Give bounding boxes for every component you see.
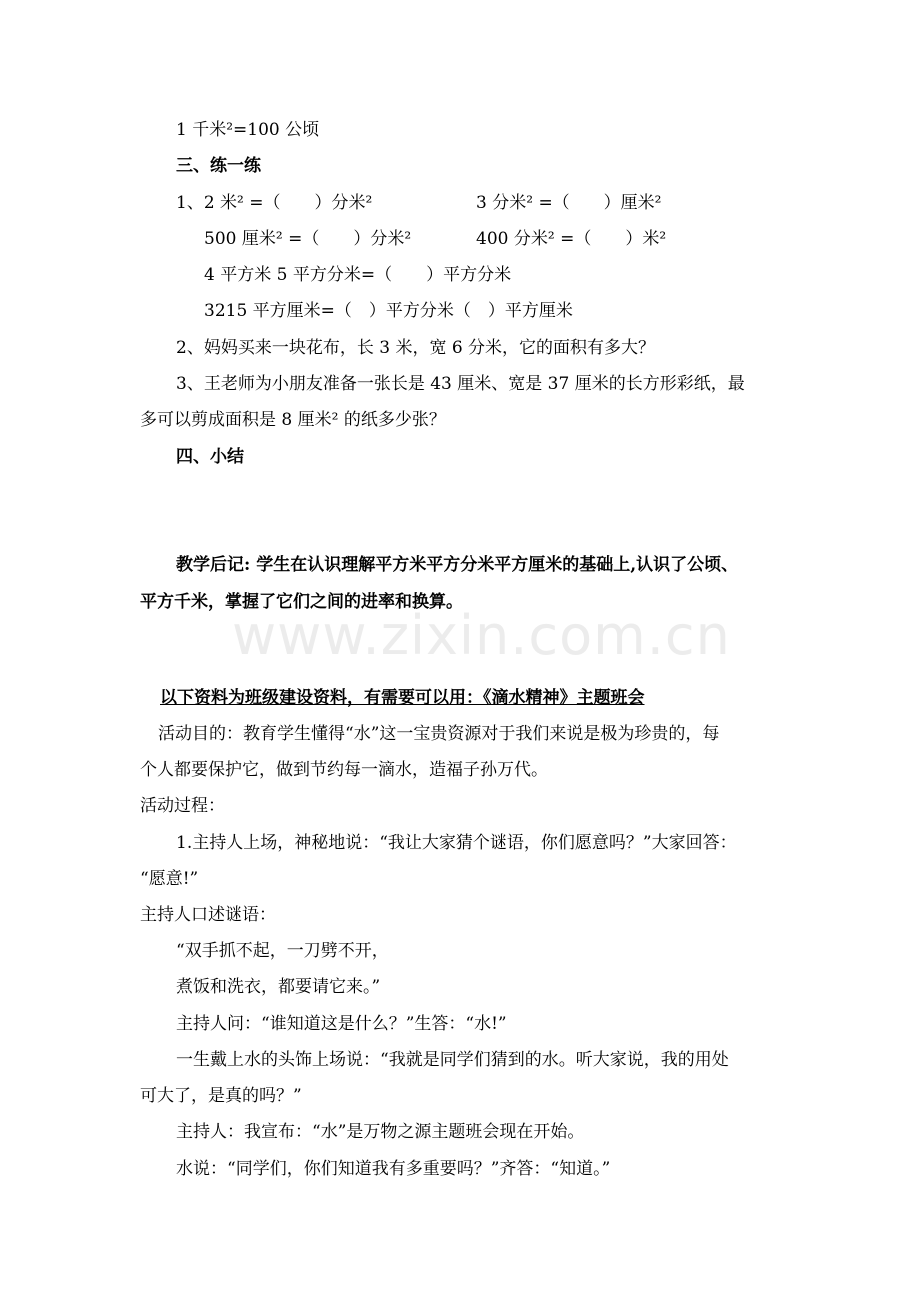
process-label: 活动过程： bbox=[140, 796, 225, 816]
riddle-intro: 主持人口述谜语： bbox=[140, 905, 276, 925]
exercise3-line1: 3、王老师为小朋友准备一张长是 43 厘米、宽是 37 厘米的长方形彩纸，最 bbox=[176, 374, 745, 394]
water-says: 水说：“同学们，你们知道我有多重要吗？”齐答：“知道。” bbox=[176, 1159, 611, 1179]
exercise1-item-b-left: 500 厘米² =（ ）分米² bbox=[204, 229, 412, 249]
riddle-line1: “双手抓不起，一刀劈不开， bbox=[176, 941, 389, 961]
purpose-line1: 活动目的：教育学生懂得“水”这一宝贵资源对于我们来说是极为珍贵的，每 bbox=[158, 724, 720, 744]
riddle-line2: 煮饭和洗衣，都要请它来。” bbox=[176, 977, 381, 997]
student-line2: 可大了，是真的吗？” bbox=[140, 1086, 302, 1106]
process-p1-line1: 1.主持人上场，神秘地说：“我让大家猜个谜语，你们愿意吗？”大家回答： bbox=[176, 833, 737, 853]
class-meeting-title: 以下资料为班级建设资料，有需要可以用：《滴水精神》主题班会 bbox=[160, 688, 645, 708]
afterword-line2: 平方千米，掌握了它们之间的进率和换算。 bbox=[140, 592, 463, 612]
afterword-line1: 教学后记: 学生在认识理解平方米平方分米平方厘米的基础上,认识了公顷、 bbox=[176, 555, 739, 575]
host-question: 主持人问：“谁知道这是什么？”生答：“水!” bbox=[176, 1014, 507, 1034]
host-announce: 主持人：我宣布：“水”是万物之源主题班会现在开始。 bbox=[176, 1122, 585, 1142]
watermark-text: www.zixin.com.cn bbox=[232, 604, 731, 667]
student-line1: 一生戴上水的头饰上场说：“我就是同学们猜到的水。听大家说，我的用处 bbox=[176, 1050, 729, 1070]
process-p1-line2: “愿意!” bbox=[140, 869, 199, 889]
section-heading-practice: 三、练一练 bbox=[176, 156, 261, 176]
exercise1-item-a-right: 3 分米² =（ ）厘米² bbox=[476, 193, 662, 213]
conversion-line: 1 千米²=100 公顷 bbox=[176, 120, 320, 140]
exercise2: 2、妈妈买来一块花布，长 3 米，宽 6 分米，它的面积有多大？ bbox=[176, 338, 656, 358]
exercise3-line2: 多可以剪成面积是 8 厘米² 的纸多少张？ bbox=[140, 410, 446, 430]
exercise1-item-d: 3215 平方厘米=（ ）平方分米（ ）平方厘米 bbox=[204, 301, 573, 321]
purpose-line2: 个人都要保护它，做到节约每一滴水，造福子孙万代。 bbox=[140, 760, 548, 780]
exercise1-item-a-left: 1、2 米² =（ ）分米² bbox=[176, 193, 373, 213]
exercise1-item-b-right: 400 分米² =（ ）米² bbox=[476, 229, 667, 249]
exercise1-item-c: 4 平方米 5 平方分米=（ ）平方分米 bbox=[204, 265, 512, 285]
section-heading-summary: 四、小结 bbox=[176, 447, 244, 467]
